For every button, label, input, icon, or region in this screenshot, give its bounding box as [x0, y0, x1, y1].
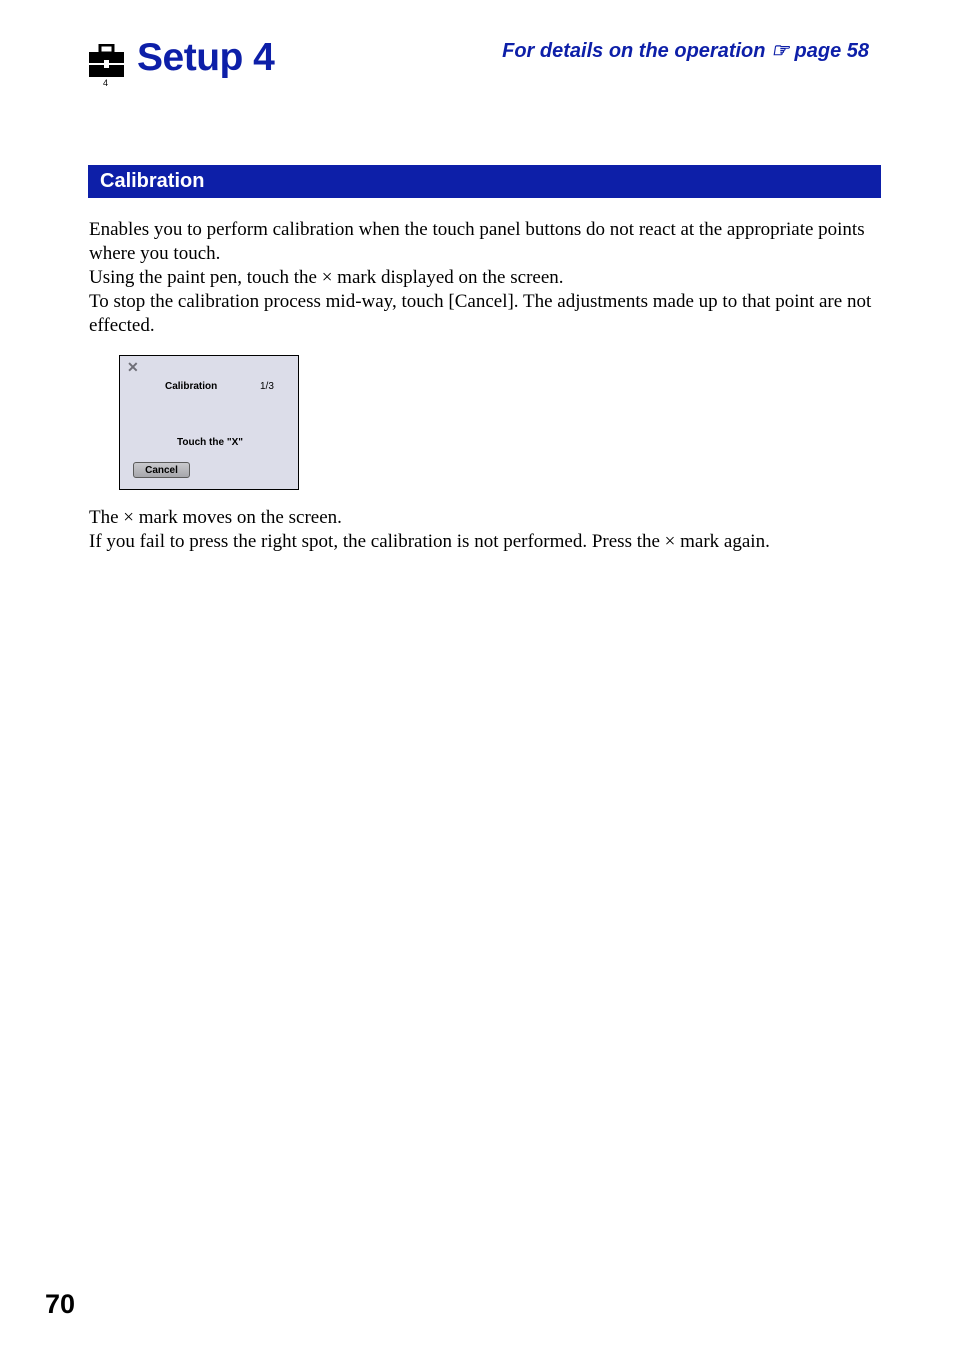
instruction-text: Touch the "X" — [177, 437, 243, 448]
paragraph: The × mark moves on the screen. — [89, 507, 342, 528]
close-icon[interactable]: ✕ — [127, 359, 139, 375]
screen-title: Calibration — [165, 381, 218, 392]
paragraph: To stop the calibration process mid-way, touch [Cancel]. The adjustments made up to that point are not effected. — [89, 291, 872, 336]
page-title: Setup 4 — [137, 36, 275, 79]
paragraph: Using the paint pen, touch the × mark displayed on the screen. — [89, 267, 564, 288]
paragraph: If you fail to press the right spot, the calibration is not performed. Press the × mark again. — [89, 531, 770, 552]
paragraph: Enables you to perform calibration when the touch panel buttons do not react at the appropriate points where you touch. — [89, 219, 865, 264]
toolbox-icon — [88, 44, 125, 78]
details-link[interactable]: For details on the operation ☞ page 58 — [502, 40, 869, 62]
section-title: Calibration — [100, 170, 205, 192]
calibration-screen — [119, 355, 299, 490]
screen-instruction — [120, 437, 298, 448]
outro-text — [89, 506, 879, 554]
toolbox-icon-number: 4 — [103, 78, 109, 88]
cancel-button[interactable]: Cancel — [133, 462, 190, 478]
step-counter: 1/3 — [260, 381, 274, 392]
section-heading-bar — [88, 165, 881, 198]
page-number: 70 — [45, 1289, 76, 1319]
intro-text — [89, 218, 879, 338]
